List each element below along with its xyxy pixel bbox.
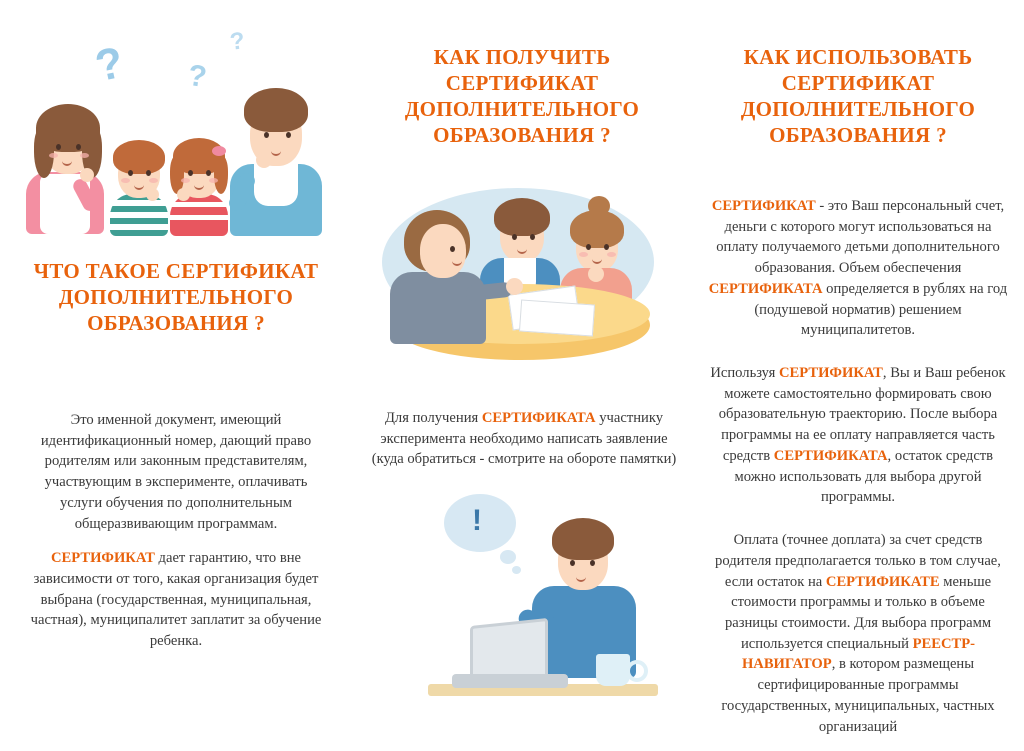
left-paragraph-1: Это именной документ, имеющий идентификационный номер, дающий право родителям или законным представителям, участвующим в эксперименте, оплачивать услуги обучения по дополнительным общеразвивающим программам. [40,412,312,532]
term-certificate: СЕРТИФИКАТА [481,410,596,426]
cup-icon [596,654,630,686]
right-p2-s0: Используя [710,365,779,382]
middle-heading: КАК ПОЛУЧИТЬ СЕРТИФИКАТ ДОПОЛНИТЕЛЬНОГО ОБРАЗОВАНИЯ ? [404,45,640,148]
right-column [692,0,1024,735]
right-body [706,196,1010,751]
right-p1-s2: определяется в рублях на год (подушевой норматив) решением муниципалитетов. [754,280,1008,339]
right-p3-s0: Оплата (точнее доплата) за счет средств родителя предполагается только в том случае, если остаток на [715,532,1001,590]
right-heading: КАК ИСПОЛЬЗОВАТЬ СЕРТИФИКАТ ДОПОЛНИТЕЛЬНОГО ОБРАЗОВАНИЯ ? [740,45,976,148]
right-p2-s1: , Вы и Ваш ребенок можете самостоятельно формировать свою образовательную траекторию. После выбора программы на ее оплату направляется часть средств [718,365,1006,464]
thought-bubble-dot [512,566,521,574]
term-certificate: СЕРТИФИКАТА [708,280,823,297]
left-paragraph-2-rest: дает гарантию, что вне зависимости от того, какая организация будет выбрана (государственная, муниципальная, частная), муниципалитет заплатит за обучение ребенка. [30,550,322,650]
middle-paragraph-1 [370,408,678,470]
middle-column [352,0,692,724]
laptop-illustration [382,488,672,718]
right-p1-s1: - это Ваш персональный счет, деньги с которого могут использоваться на оплату получаемого детьми дополнительного образования. Объем обеспечения [716,198,1005,277]
left-body [28,410,324,666]
right-p3-s2: , в котором размещены сертифицированные программы государственных, муниципальных, частных организаций [721,656,995,735]
right-paragraph-2 [706,363,1010,508]
term-registry-navigator: РЕЕСТР-НАВИГАТОР [741,635,975,673]
hair-bow-icon [212,146,226,156]
middle-paragraph-b: участнику эксперимента необходимо написать заявление (куда обратиться - смотрите на обороте памятки) [371,410,677,468]
family-illustration [18,22,338,232]
meeting-illustration [362,180,682,385]
question-mark-icon: ? [91,37,128,92]
thought-bubble-small [500,550,516,564]
laptop-keyboard [452,674,568,688]
question-mark-icon: ? [228,27,246,56]
middle-paragraph-a: Для получения [384,410,482,426]
term-certificate: СЕРТИФИКАТА [773,447,888,464]
middle-body [370,408,678,484]
term-certificate: СЕРТИФИКАТ [711,198,816,214]
term-certificate: СЕРТИФИКАТ [778,365,883,382]
right-paragraph-3 [706,530,1010,737]
question-mark-icon: ? [185,58,209,95]
term-certificate: СЕРТИФИКАТЕ [825,573,940,590]
left-heading: ЧТО ТАКОЕ СЕРТИФИКАТ ДОПОЛНИТЕЛЬНОГО ОБРАЗОВАНИЯ ? [33,259,319,336]
exclamation-icon: ! [472,504,482,537]
left-paragraph-2 [28,548,324,652]
left-column [0,0,352,724]
document-sheet [519,299,595,336]
right-p2-s2: , остаток средств можно использовать для выбора другой программы. [734,447,994,506]
right-paragraph-1 [706,196,1010,341]
right-p3-s1: меньше стоимости программы и только в объеме разницы стоимости. Для выбора программ используется специальный [724,573,992,652]
term-certificate: СЕРТИФИКАТ [50,550,155,567]
